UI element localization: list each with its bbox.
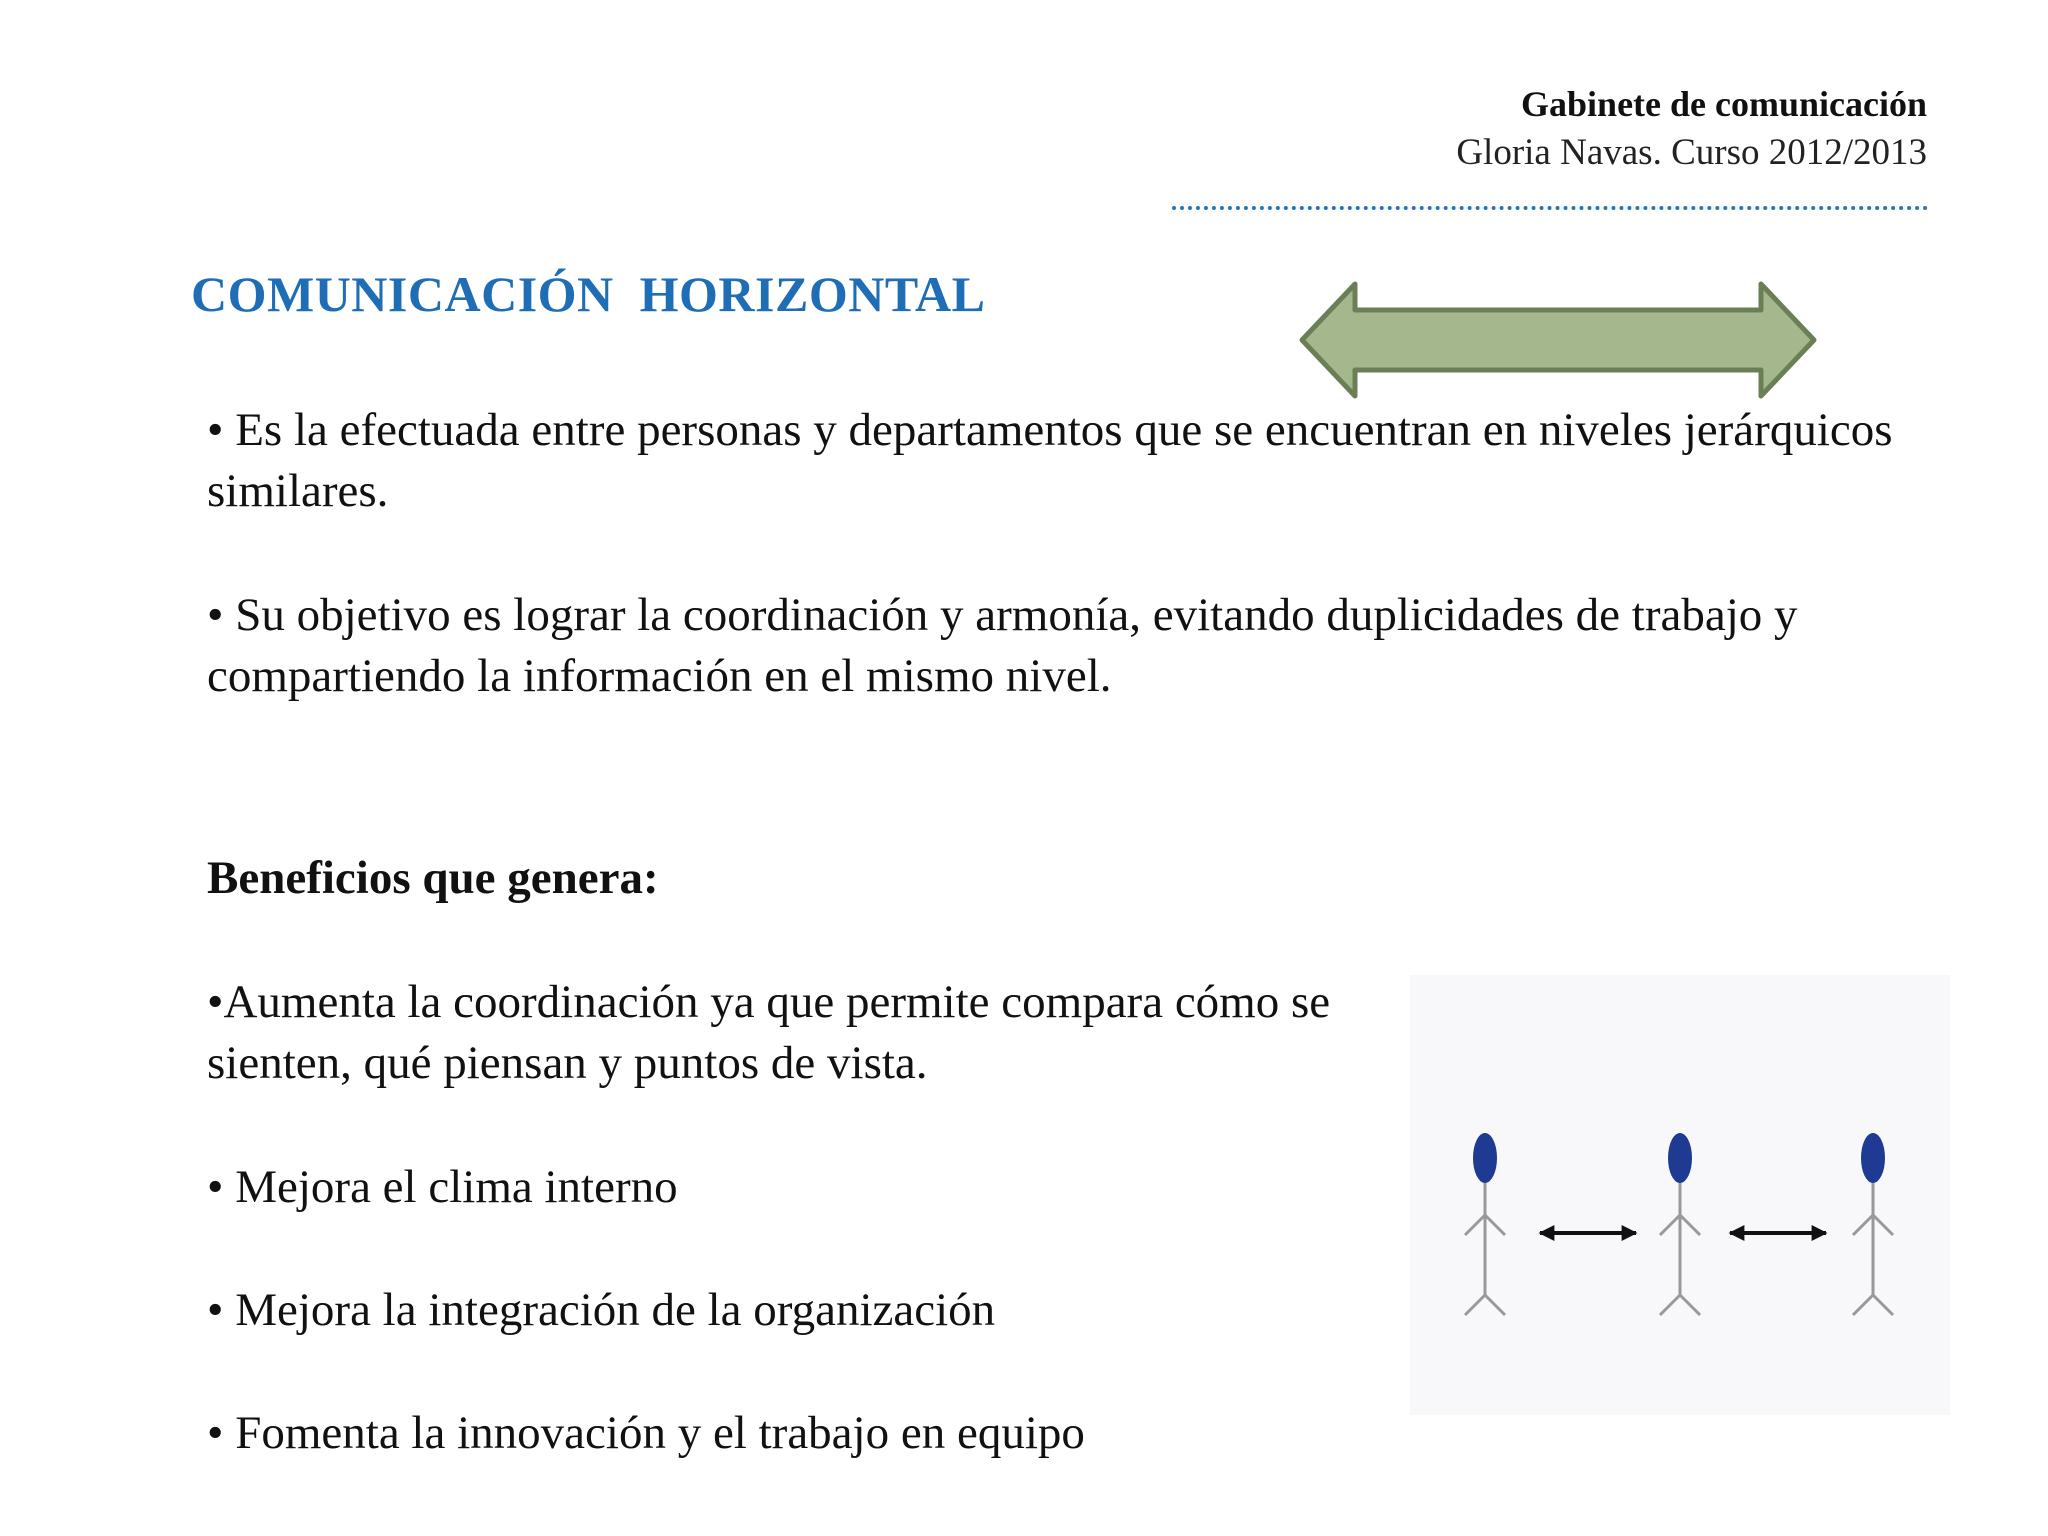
benefit-item: • Fomenta la innovación y el trabajo en equipo [207,1407,1085,1459]
slide-title: COMUNICACIÓN HORIZONTAL [191,266,986,322]
benefit-item: • Mejora la integración de la organización [207,1284,996,1336]
paragraph-objective: • Su objetivo es lograr la coordinación y armonía, evitando duplicidades de trabajo y compartiendo la información en el mismo nivel. [207,589,1798,702]
header-org: Gabinete de comunicación [1521,84,1927,124]
double-arrow-icon [1298,280,1818,400]
person-icon [1660,1133,1700,1315]
person-icon [1853,1133,1893,1315]
benefits-heading: Beneficios que genera: [207,852,659,904]
header-course: Gloria Navas. Curso 2012/2013 [1456,132,1927,173]
benefit-item: • Mejora el clima interno [207,1161,678,1213]
paragraph-definition: • Es la efectuada entre personas y departamentos que se encuentran en niveles jerárquicos similares. [207,404,1893,517]
header [1456,80,1927,178]
benefit-item: •Aumenta la coordinación ya que permite compara cómo se sienten, qué piensan y puntos de vista. [207,976,1331,1089]
person-icon [1465,1133,1505,1315]
header-dotted-rule [1172,206,1928,210]
horizontal-communication-illustration [1410,975,1950,1415]
